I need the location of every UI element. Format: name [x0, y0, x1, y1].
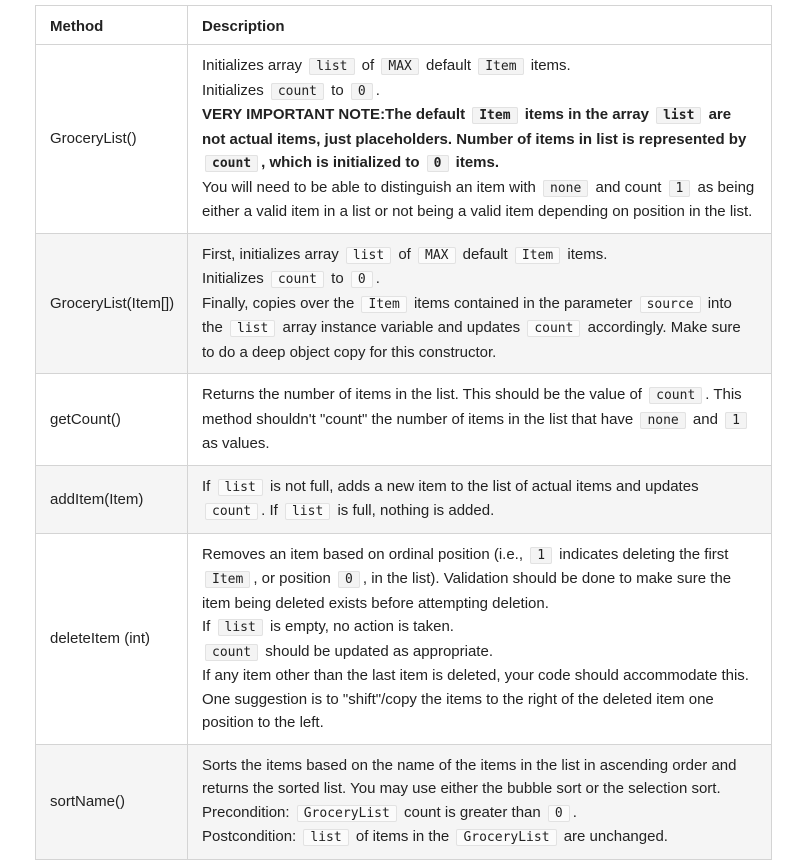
inline-code: Item — [361, 296, 406, 313]
text: accordingly. Make sure — [583, 319, 741, 336]
method-description — [188, 533, 772, 744]
inline-code: list — [230, 320, 275, 337]
text: indicates deleting the first — [555, 545, 729, 563]
text: Postcondition: — [202, 828, 301, 845]
description-line — [202, 267, 757, 292]
text: either a valid item in a list or not being a valid item depending on position in the list. — [202, 203, 753, 220]
methods-table — [35, 5, 772, 860]
text: item being deleted exists before attempting deletion. — [202, 594, 549, 612]
text: array instance variable and updates — [278, 319, 525, 336]
method-description — [188, 465, 772, 533]
description-line — [202, 128, 757, 152]
description-line — [202, 151, 757, 176]
description-line — [202, 664, 757, 688]
description-line — [202, 432, 757, 456]
inline-code: list — [656, 107, 701, 124]
text: as values. — [202, 435, 270, 452]
text: One suggestion is to "shift"/copy the items to the right of the deleted item one — [202, 690, 714, 708]
method-name: getCount() — [36, 374, 188, 466]
description-line — [202, 103, 757, 128]
inline-code: count — [205, 155, 258, 172]
text: and count — [591, 178, 666, 196]
text: should be updated as appropriate. — [261, 642, 493, 660]
inline-code: 1 — [725, 412, 747, 429]
description-line — [202, 292, 757, 317]
inline-code: count — [271, 83, 324, 100]
inline-code: list — [218, 479, 263, 496]
inline-code: list — [303, 829, 348, 846]
inline-code: none — [543, 180, 588, 197]
text: is not full, adds a new item to the list of actual items and updates — [265, 477, 699, 495]
header-method: Method — [36, 6, 188, 45]
text: , or position — [253, 570, 336, 587]
text: If — [202, 477, 215, 495]
text: You will need to be able to distinguish an item with — [202, 178, 540, 196]
text: Initializes array — [202, 57, 307, 74]
description-line — [202, 754, 757, 778]
description-line — [202, 640, 757, 665]
text: . — [572, 803, 577, 821]
bold-text: VERY IMPORTANT NOTE:The default — [202, 106, 470, 123]
bold-text: items. — [451, 154, 500, 171]
inline-code: MAX — [418, 247, 455, 264]
table-row — [36, 533, 772, 744]
inline-code: count — [205, 644, 258, 661]
text: are unchanged. — [559, 828, 668, 845]
text: the — [202, 319, 228, 336]
table-row — [36, 465, 772, 533]
text: method shouldn't "count" the number of items in the list that have — [202, 410, 638, 428]
text: Sorts the items based on the name of the items in the list in ascending order and — [202, 756, 737, 774]
inline-code: 0 — [351, 83, 373, 100]
method-description — [188, 744, 772, 859]
description-line — [202, 777, 757, 801]
text: . If — [261, 502, 282, 519]
bold-text: not actual items, just placeholders. Number of items in list is represented by — [202, 130, 747, 148]
inline-code: list — [218, 619, 263, 636]
method-description — [188, 233, 772, 374]
text: count is greater than — [399, 803, 545, 821]
inline-code: MAX — [381, 58, 418, 75]
text: Finally, copies over the — [202, 294, 359, 312]
bold-text: items in the array — [520, 106, 654, 123]
text: items. — [563, 245, 608, 263]
text: into — [703, 294, 732, 312]
inline-code: Item — [515, 247, 560, 264]
description-line — [202, 543, 757, 568]
text: Initializes — [202, 270, 268, 287]
table-row — [36, 744, 772, 859]
description-line — [202, 567, 757, 592]
text: default — [421, 57, 476, 74]
description-line — [202, 341, 757, 365]
bold-code — [653, 106, 704, 123]
inline-code: Item — [478, 58, 523, 75]
text: as being — [693, 178, 755, 196]
inline-code: none — [640, 412, 685, 429]
text: is full, nothing is added. — [333, 502, 495, 519]
inline-code: Item — [205, 571, 250, 588]
inline-code: list — [309, 58, 354, 75]
description-line — [202, 711, 757, 735]
inline-code: count — [205, 503, 258, 520]
description-line — [202, 825, 757, 850]
text: Removes an item based on ordinal position (i.e., — [202, 545, 528, 563]
inline-code: Item — [472, 107, 517, 124]
description-line — [202, 200, 757, 224]
description-line — [202, 316, 757, 341]
bold-text: , which is initialized to — [261, 154, 424, 171]
inline-code: GroceryList — [297, 805, 397, 822]
description-line — [202, 79, 757, 104]
inline-code: 0 — [351, 271, 373, 288]
text: of — [394, 245, 416, 263]
text: is empty, no action is taken. — [265, 618, 454, 635]
inline-code: count — [527, 320, 580, 337]
text: . This — [705, 386, 742, 403]
description-line — [202, 801, 757, 826]
description-line — [202, 615, 757, 640]
description-line — [202, 383, 757, 408]
text: of items in the — [351, 828, 454, 845]
inline-code: 0 — [548, 805, 570, 822]
text: items contained in the parameter — [409, 294, 637, 312]
text: default — [458, 245, 512, 263]
text: position to the left. — [202, 714, 324, 731]
text: of — [357, 57, 379, 74]
text: and — [688, 410, 723, 428]
text: If — [202, 618, 215, 635]
inline-code: list — [346, 247, 391, 264]
method-name: GroceryList(Item[]) — [36, 233, 188, 374]
method-description — [188, 374, 772, 466]
text: Initializes — [202, 81, 268, 99]
method-name: GroceryList() — [36, 45, 188, 234]
text: . — [375, 81, 380, 99]
bold-code — [469, 106, 520, 123]
text: items. — [526, 57, 571, 74]
table-row — [36, 374, 772, 466]
bold-code — [202, 154, 261, 171]
description-line — [202, 54, 757, 79]
text: to — [327, 270, 348, 287]
bold-text: are — [704, 106, 732, 123]
header-description: Description — [188, 6, 772, 45]
description-line — [202, 688, 757, 712]
inline-code: count — [649, 387, 702, 404]
method-name: deleteItem (int) — [36, 533, 188, 744]
text: . — [375, 270, 380, 287]
inline-code: source — [640, 296, 701, 313]
table-row — [36, 233, 772, 374]
inline-code: 1 — [530, 547, 552, 564]
text: If any item other than the last item is deleted, your code should accommodate this. — [202, 667, 749, 684]
description-line — [202, 475, 757, 500]
method-name: sortName() — [36, 744, 188, 859]
inline-code: 0 — [338, 571, 360, 588]
inline-code: GroceryList — [456, 829, 556, 846]
method-description — [188, 45, 772, 234]
bold-code — [424, 154, 452, 171]
text: to do a deep object copy for this constructor. — [202, 343, 497, 361]
header-row — [36, 6, 772, 45]
description-line — [202, 176, 757, 201]
inline-code: list — [285, 503, 330, 520]
inline-code: 0 — [427, 155, 449, 172]
text: to — [327, 81, 348, 99]
text: Returns the number of items in the list. This should be the value of — [202, 386, 647, 403]
text: returns the sorted list. You may use either the bubble sort or the selection sort. — [202, 780, 721, 797]
description-line — [202, 592, 757, 616]
inline-code: 1 — [669, 180, 691, 197]
description-line — [202, 408, 757, 433]
text: , in the list). Validation should be done to make sure the — [362, 570, 732, 587]
text: Precondition: — [202, 803, 294, 821]
text: First, initializes array — [202, 245, 343, 263]
description-line — [202, 243, 757, 268]
inline-code: count — [271, 271, 324, 288]
table-row — [36, 45, 772, 234]
description-line — [202, 499, 757, 524]
method-name: addItem(Item) — [36, 465, 188, 533]
